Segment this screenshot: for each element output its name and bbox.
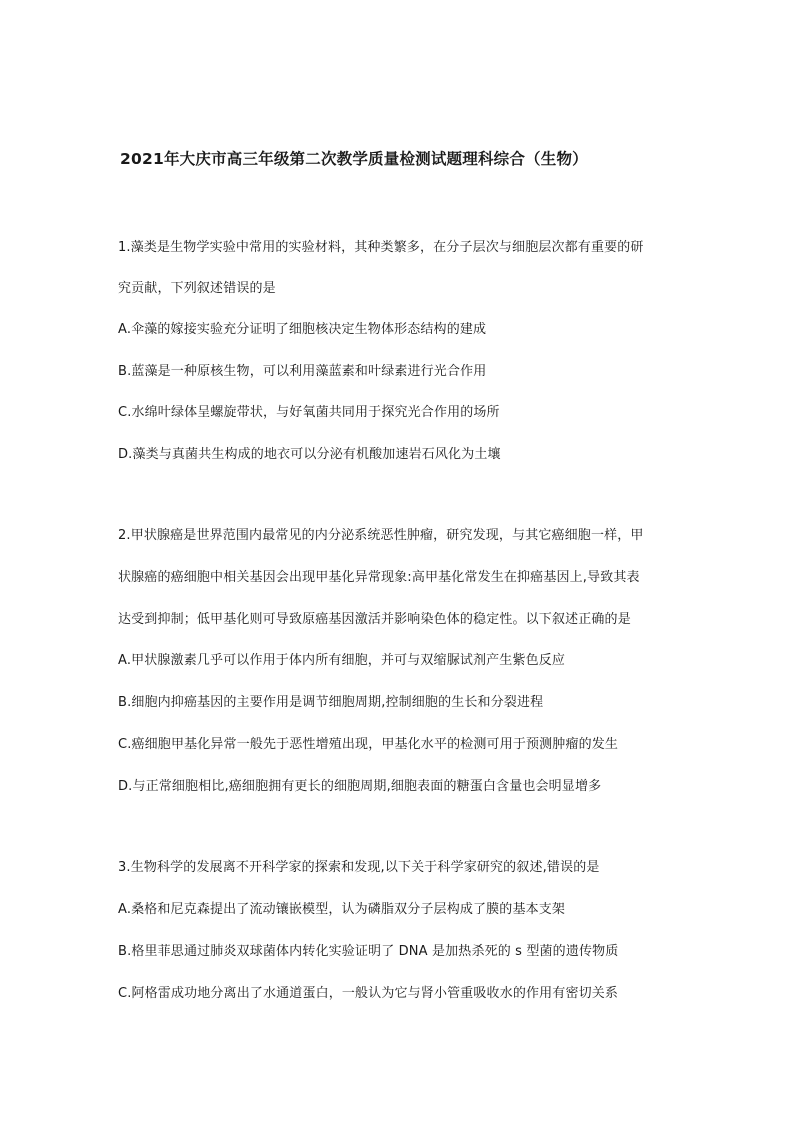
q2-option-b: B.细胞内抑癌基因的主要作用是调节细胞周期,控制细胞的生长和分裂进程 (118, 695, 544, 710)
q2-option-a: A.甲状腺激素几乎可以作用于体内所有细胞，并可与双缩脲试剂产生紫色反应 (118, 653, 566, 668)
q3-option-b: B.格里菲思通过肺炎双球菌体内转化实验证明了 DNA 是加热杀死的 s 型菌的遗传物质 (118, 944, 619, 959)
q2-option-d: D.与正常细胞相比,癌细胞拥有更长的细胞周期,细胞表面的糖蛋白含量也会明显增多 (118, 779, 602, 794)
q3-stem-line-1: 3.生物科学的发展离不开科学家的探索和发现,以下关于科学家研究的叙述,错误的是 (118, 860, 600, 875)
q1-stem-line-2: 究贡献，下列叙述错误的是 (118, 281, 276, 296)
q2-stem-line-3: 达受到抑制；低甲基化则可导致原癌基因激活并影响染色体的稳定性。以下叙述正确的是 (118, 612, 631, 627)
q1-option-d: D.藻类与真菌共生构成的地衣可以分泌有机酸加速岩石风化为土壤 (118, 447, 501, 462)
page-title: 2021年大庆市高三年级第二次教学质量检测试题理科综合（生物） (120, 150, 588, 168)
q2-stem-line-2: 状腺癌的癌细胞中相关基因会出现甲基化异常现象:高甲基化常发生在抑癌基因上,导致其表 (118, 570, 640, 585)
q3-option-c: C.阿格雷成功地分离出了水通道蛋白，一般认为它与肾小管重吸收水的作用有密切关系 (118, 986, 619, 1001)
q1-option-b: B.蓝藻是一种原核生物，可以利用藻蓝素和叶绿素进行光合作用 (118, 364, 487, 379)
q2-option-c: C.癌细胞甲基化异常一般先于恶性增殖出现，甲基化水平的检测可用于预测肿瘤的发生 (118, 737, 619, 752)
q1-option-c: C.水绵叶绿体呈螺旋带状，与好氧菌共同用于探究光合作用的场所 (118, 405, 500, 420)
q2-stem-line-1: 2.甲状腺癌是世界范围内最常见的内分泌系统恶性肿瘤，研究发现，与其它癌细胞一样，甲 (118, 528, 644, 543)
q1-stem-line-1: 1.藻类是生物学实验中常用的实验材料，其种类繁多，在分子层次与细胞层次都有重要的研 (118, 240, 644, 255)
q3-option-a: A.桑格和尼克森提出了流动镶嵌模型，认为磷脂双分子层构成了膜的基本支架 (118, 902, 566, 917)
q1-option-a: A.伞藻的嫁接实验充分证明了细胞核决定生物体形态结构的建成 (118, 322, 487, 337)
